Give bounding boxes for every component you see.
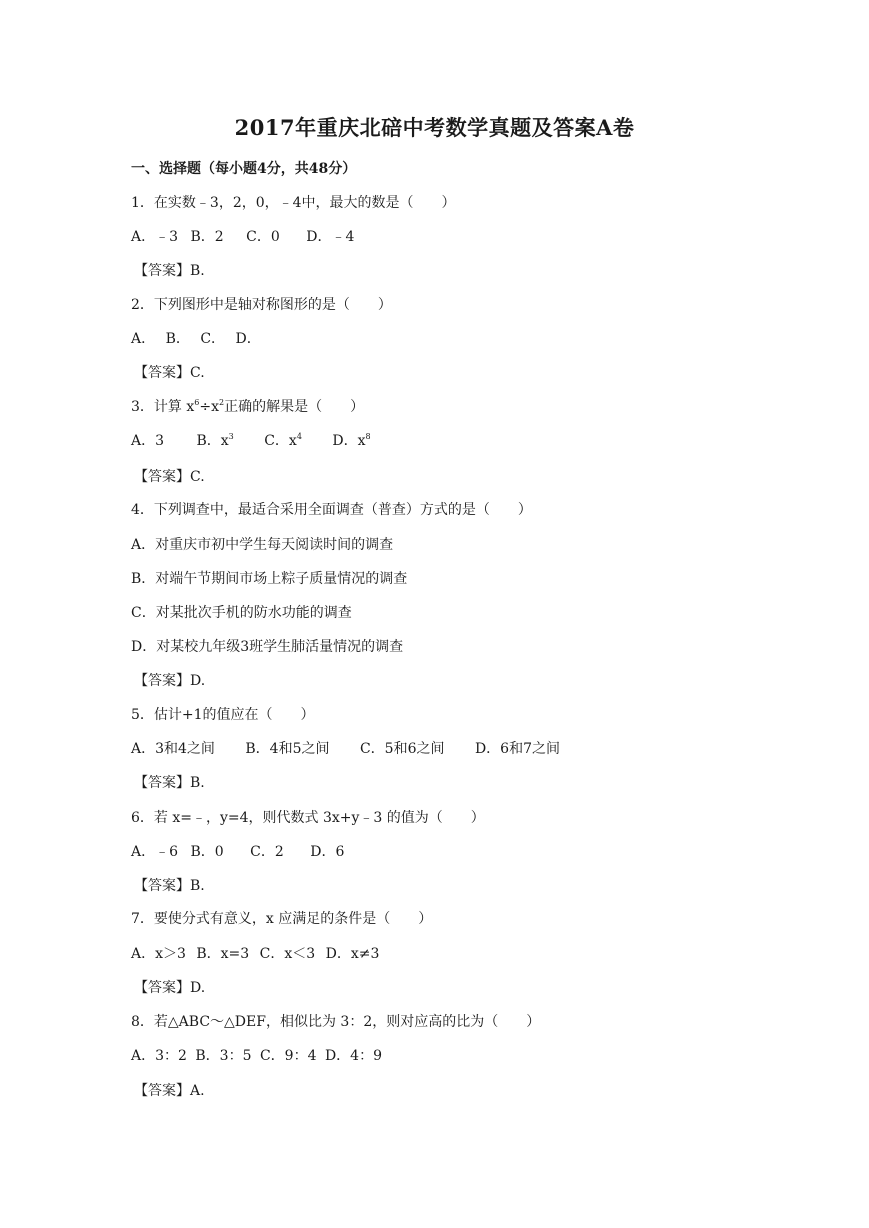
option-a: A．﹣6 [131,844,179,860]
stem-mid: ÷x [199,399,219,415]
question-2-stem: 2．下列图形中是轴对称图形的是（ ） [131,297,392,313]
option-c: C．9：4 [259,1048,317,1064]
section-heading: 一、选择题（每小题4分，共48分） [131,161,357,177]
question-2-answer: 【答案】C. [134,365,205,381]
question-4-option-b: B．对端午节期间市场上粽子质量情况的调查 [131,571,408,587]
option-c: C．0 [246,229,280,245]
option-a: A．3和4之间 [131,741,215,757]
question-1-options [131,226,354,246]
question-6-stem: 6．若 x=﹣，y=4，则代数式 3x+y﹣3 的值为（ ） [131,810,485,826]
question-8-stem: 8．若△ABC～△DEF，相似比为 3：2，则对应高的比为（ ） [131,1014,541,1030]
option-d: D． [235,331,261,347]
option-b: B．3：5 [195,1048,252,1064]
question-4-option-a: A．对重庆市初中学生每天阅读时间的调查 [131,537,394,553]
option-d: D．6和7之间 [474,741,560,757]
option-c: C．5和6之间 [359,741,445,757]
option-d: D．$x^8$ [332,432,371,449]
question-5-options [131,738,560,758]
option-a: A．3：2 [131,1048,187,1064]
question-3-stem [131,396,364,416]
option-a: A．3 [131,433,165,449]
option-b: B． [165,331,190,347]
question-4-stem: 4．下列调查中，最适合采用全面调查（普查）方式的是（ ） [131,502,532,518]
option-b: B．x=3 [196,946,250,962]
question-1-stem: 1．在实数﹣3，2，0，﹣4中，最大的数是（ ） [131,195,456,211]
question-3-options [131,430,371,450]
option-d: D．﹣4 [306,229,355,245]
option-c: C．x＜3 [259,946,316,962]
question-5-answer: 【答案】B. [134,775,205,791]
question-6-options [131,841,344,861]
question-3-answer: 【答案】C. [134,469,205,485]
exponent: 2 [219,398,225,407]
stem-post: 正确的解果是（ ） [224,399,365,415]
option-a: A． [131,331,156,347]
exponent: 6 [194,398,200,407]
option-b: B．2 [190,229,224,245]
question-5-stem: 5．估计+1的值应在（ ） [131,707,315,723]
question-4-option-c: C．对某批次手机的防水功能的调查 [131,605,352,621]
option-b: B．4和5之间 [245,741,330,757]
question-8-options [131,1045,382,1065]
option-b: B．$x^3$ [196,432,234,449]
question-8-answer: 【答案】A. [134,1083,205,1099]
option-d: D．6 [310,844,345,860]
option-c: C．$x^4$ [264,432,302,449]
option-d: D．4：9 [324,1048,382,1064]
option-a: A．x＞3 [131,946,186,962]
question-7-options [131,943,379,963]
question-4-option-d: D．对某校九年级3班学生肺活量情况的调查 [131,639,404,655]
option-c: C． [200,331,226,347]
option-d: D．x≠3 [325,946,380,962]
page-title: 2017年重庆北碚中考数学真题及答案A卷 [234,115,635,140]
option-b: B．0 [190,844,224,860]
stem-pre: 3．计算 x [131,399,195,415]
question-4-answer: 【答案】D. [134,673,206,689]
option-c: C．2 [250,844,284,860]
option-a: A．﹣3 [131,229,179,245]
question-7-stem: 7．要使分式有意义，x 应满足的条件是（ ） [131,911,433,927]
question-1-answer: 【答案】B. [134,263,205,279]
question-2-options [131,328,261,348]
question-6-answer: 【答案】B. [134,878,205,894]
question-7-answer: 【答案】D. [134,980,206,996]
